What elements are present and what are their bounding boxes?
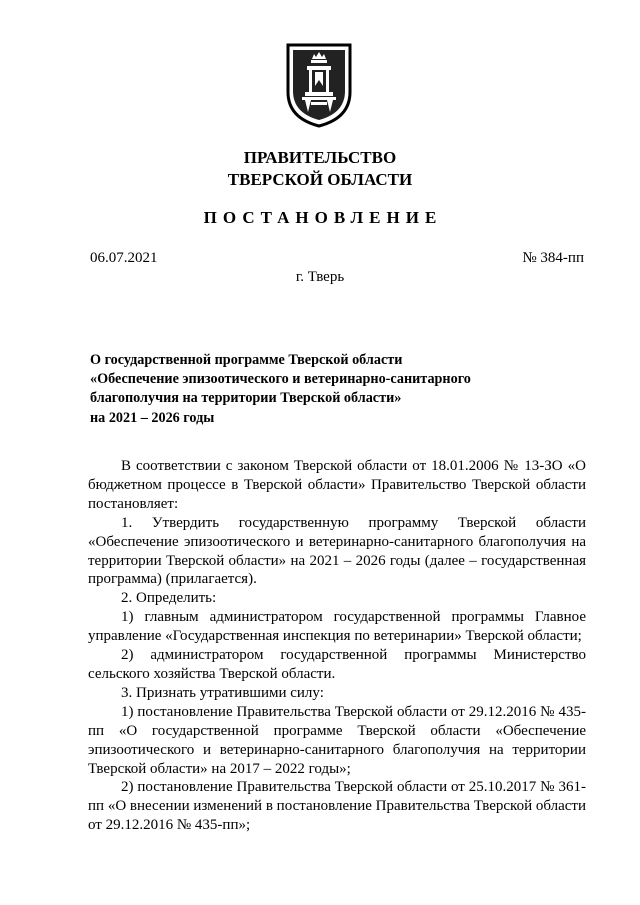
title-line: «Обеспечение эпизоотического и ветеринарно-санитарного [90, 371, 471, 388]
clause-2-item-1: 1) главным администратором государственной программы Главное управление «Государственная инспекция по ветеринарии» Тверской области; [88, 609, 586, 645]
clause-1: 1. Утвердить государственную программу Тверской области «Обеспечение эпизоотического и ветеринарно-санитарного благополучия на территории Тверской области» на 2021 – 2026 годы (далее – государственная программа) (прилагается). [88, 514, 586, 588]
document-city: г. Тверь [295, 269, 345, 285]
document-title [90, 351, 550, 428]
government-name-line2: ТВЕРСКОЙ ОБЛАСТИ [227, 170, 413, 189]
clause-2-item-2: 2) администратором государственной программы Министерство сельского хозяйства Тверской области. [88, 647, 586, 682]
title-line: О государственной программе Тверской области [90, 352, 403, 368]
government-name-line1: ПРАВИТЕЛЬСТВО [243, 148, 397, 167]
clause-3-item-1: 1) постановление Правительства Тверской области от 29.12.2016 № 435-пп «О государственной программе Тверской области «Обеспечение эпизоотического и ветеринарно-санитарного благополучия на территории Тверской области» на 2017 – 2022 годы»; [88, 703, 586, 777]
clause-3-item-2: 2) постановление Правительства Тверской области от 25.10.2017 № 361-пп «О внесении изменений в постановление Правительства Тверской области от 29.12.2016 № 435-пп»; [88, 779, 586, 834]
preamble-paragraph: В соответствии с законом Тверской области от 18.01.2006 № 13-ЗО «О бюджетном процессе в Тверской области» Правительство Тверской области постановляет: [88, 458, 586, 512]
document-date: 06.07.2021 [90, 250, 158, 266]
clause-2: 2. Определить: [121, 590, 217, 607]
document-number: № 384-пп [522, 250, 584, 266]
coat-of-arms-emblem [285, 42, 353, 128]
clause-3: 3. Признать утратившими силу: [121, 684, 324, 701]
title-line: благополучия на территории Тверской области» [90, 390, 402, 407]
document-type-heading: ПОСТАНОВЛЕНИЕ [203, 208, 443, 227]
title-line: на 2021 – 2026 годы [90, 409, 215, 426]
document-body [88, 457, 586, 835]
